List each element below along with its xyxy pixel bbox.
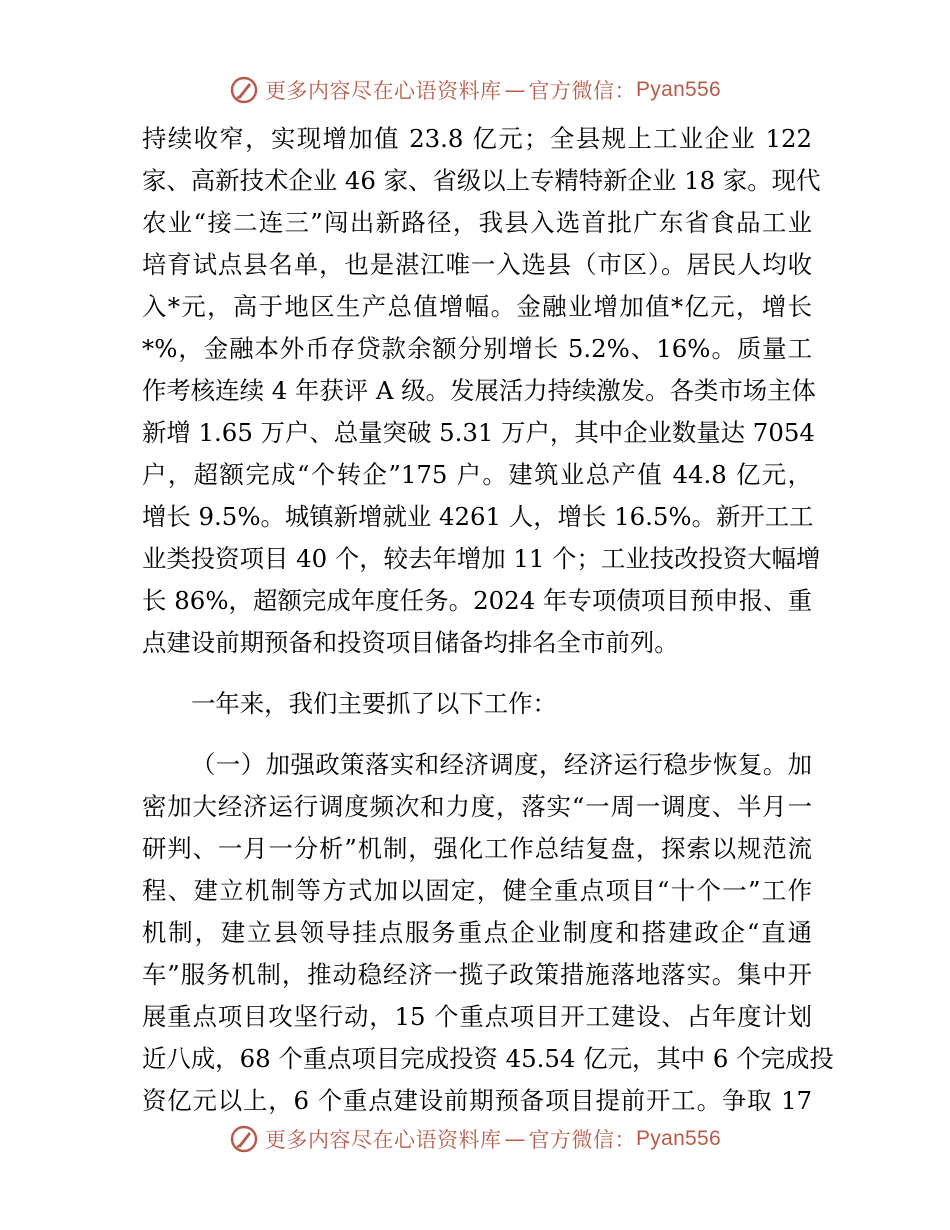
watermark-wechat-id: Pyan556	[635, 78, 721, 101]
section-heading-line: （一）加强政策落实和经济调度，经济运行稳步恢复。加	[191, 750, 812, 779]
text-line: 长 86%，超额完成年度任务。2024 年专项债项目预申报、重	[142, 586, 812, 615]
quill-seal-icon	[229, 1124, 259, 1154]
text-line: 入*元，高于地区生产总值增幅。金融业增加值*亿元，增长	[142, 292, 812, 321]
text-line: 程、建立机制等方式加以固定，健全重点项目“十个一”工作	[142, 876, 812, 905]
text-line: 家、高新技术企业 46 家、省级以上专精特新企业 18 家。现代	[142, 166, 821, 195]
text-line: 车”服务机制，推动稳经济一揽子政策措施落地落实。集中开	[142, 960, 812, 989]
watermark-text: 更多内容尽在心语资料库	[264, 79, 502, 103]
watermark-dash: —	[504, 1127, 526, 1151]
text-line: 展重点项目攻坚行动，15 个重点项目开工建设、占年度计划	[142, 1002, 812, 1031]
paragraph-intro	[142, 683, 812, 725]
text-line: 密加大经济运行调度频次和力度，落实“一周一调度、半月一	[142, 792, 812, 821]
text-line: 农业“接二连三”闯出新路径，我县入选首批广东省食品工业	[142, 208, 812, 237]
paragraph-section-one	[142, 744, 834, 1122]
text-line: 户，超额完成“个转企”175 户。建筑业总产值 44.8 亿元，	[142, 460, 812, 489]
text-line: 研判、一月一分析”机制，强化工作总结复盘，探索以规范流	[142, 834, 812, 863]
text-line: 持续收窄，实现增加值 23.8 亿元；全县规上工业企业 122	[142, 124, 812, 153]
text-line: 近八成，68 个重点项目完成投资 45.54 亿元，其中 6 个完成投	[142, 1044, 834, 1073]
text-line: 资亿元以上，6 个重点建设前期预备项目提前开工。争取 17	[142, 1086, 812, 1115]
text-line: 作考核连续 4 年获评 A 级。发展活力持续激发。各类市场主体	[142, 376, 816, 405]
watermark-footer	[0, 1119, 950, 1159]
watermark-label: 官方微信：	[528, 1128, 636, 1152]
paragraph-statistics	[142, 118, 821, 664]
text-line: 增长 9.5%。城镇新增就业 4261 人，增长 16.5%。新开工工	[142, 502, 814, 531]
text-line: 培育试点县名单，也是湛江唯一入选县（市区）。居民人均收	[142, 250, 812, 279]
text-line: 业类投资项目 40 个，较去年增加 11 个；工业技改投资大幅增	[142, 544, 821, 573]
watermark-wechat-id: Pyan556	[635, 1127, 721, 1150]
watermark-header	[0, 70, 950, 110]
text-line: *%，金融本外币存贷款余额分别增长 5.2%、16%。质量工	[142, 334, 812, 363]
watermark-text: 更多内容尽在心语资料库	[264, 1128, 502, 1152]
document-body	[142, 118, 834, 1122]
watermark-dash: —	[504, 78, 526, 102]
text-line: 新增 1.65 万户、总量突破 5.31 万户，其中企业数量达 7054	[142, 418, 815, 447]
quill-seal-icon	[229, 75, 259, 105]
text-line: 机制，建立县领导挂点服务重点企业制度和搭建政企“直通	[142, 918, 812, 947]
watermark-label: 官方微信：	[528, 79, 636, 103]
text-line: 一年来，我们主要抓了以下工作：	[191, 689, 557, 718]
text-line: 点建设前期预备和投资项目储备均排名全市前列。	[142, 628, 679, 657]
